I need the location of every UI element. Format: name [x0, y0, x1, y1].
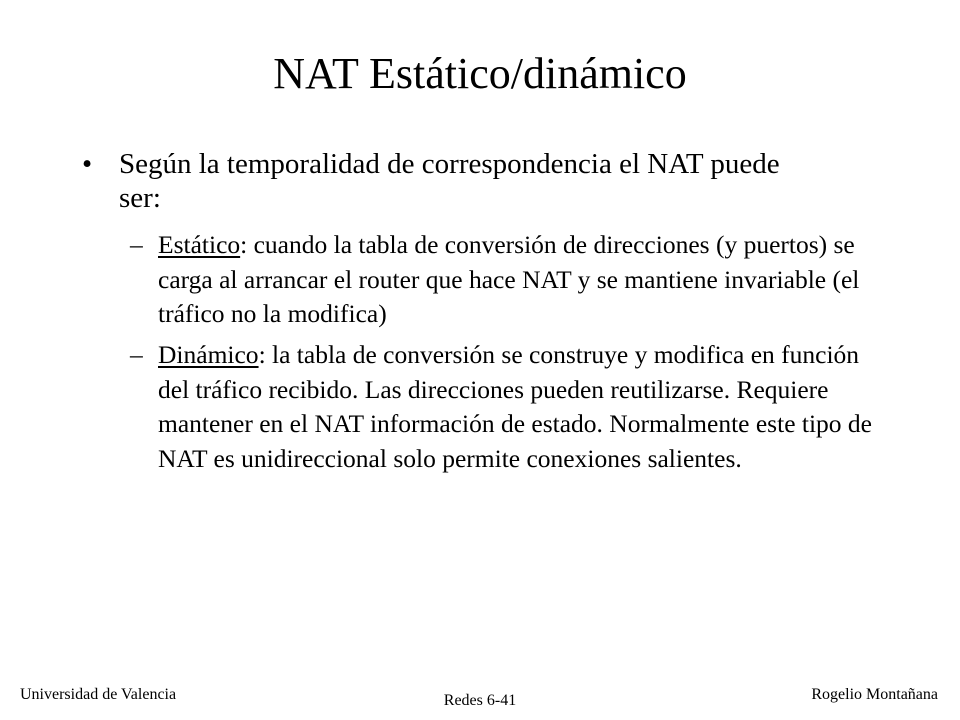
- sub-item-dash: –: [130, 230, 143, 259]
- sub-item-description: : cuando la tabla de conversión de direcciones (y puertos) se carga al arrancar el router que hace NAT y se mantiene invariable (el tráfico no la modifica): [158, 230, 860, 328]
- sub-item-keyword: Estático: [158, 230, 241, 259]
- footer-page-number: Redes 6-41: [443, 692, 517, 709]
- sub-item-text: [158, 338, 878, 476]
- bullet-marker: •: [82, 148, 93, 180]
- sub-item-description: : la tabla de conversión se construye y modifica en función del tráfico recibido. Las direcciones pueden reutilizarse. Requiere mantener en el NAT información de estado. Normalmente este tipo de NAT es unidireccional solo permite conexiones salientes.: [158, 340, 872, 473]
- sub-item-dash: –: [130, 340, 143, 369]
- sub-item-keyword: Dinámico: [158, 340, 259, 369]
- footer-institution: Universidad de Valencia: [20, 686, 177, 703]
- slide-title: NAT Estático/dinámico: [273, 49, 687, 98]
- sub-item-text: [158, 228, 878, 332]
- bullet-text: Según la temporalidad de correspondencia el NAT puede ser:: [119, 148, 780, 214]
- footer-author: Rogelio Montañana: [811, 686, 938, 703]
